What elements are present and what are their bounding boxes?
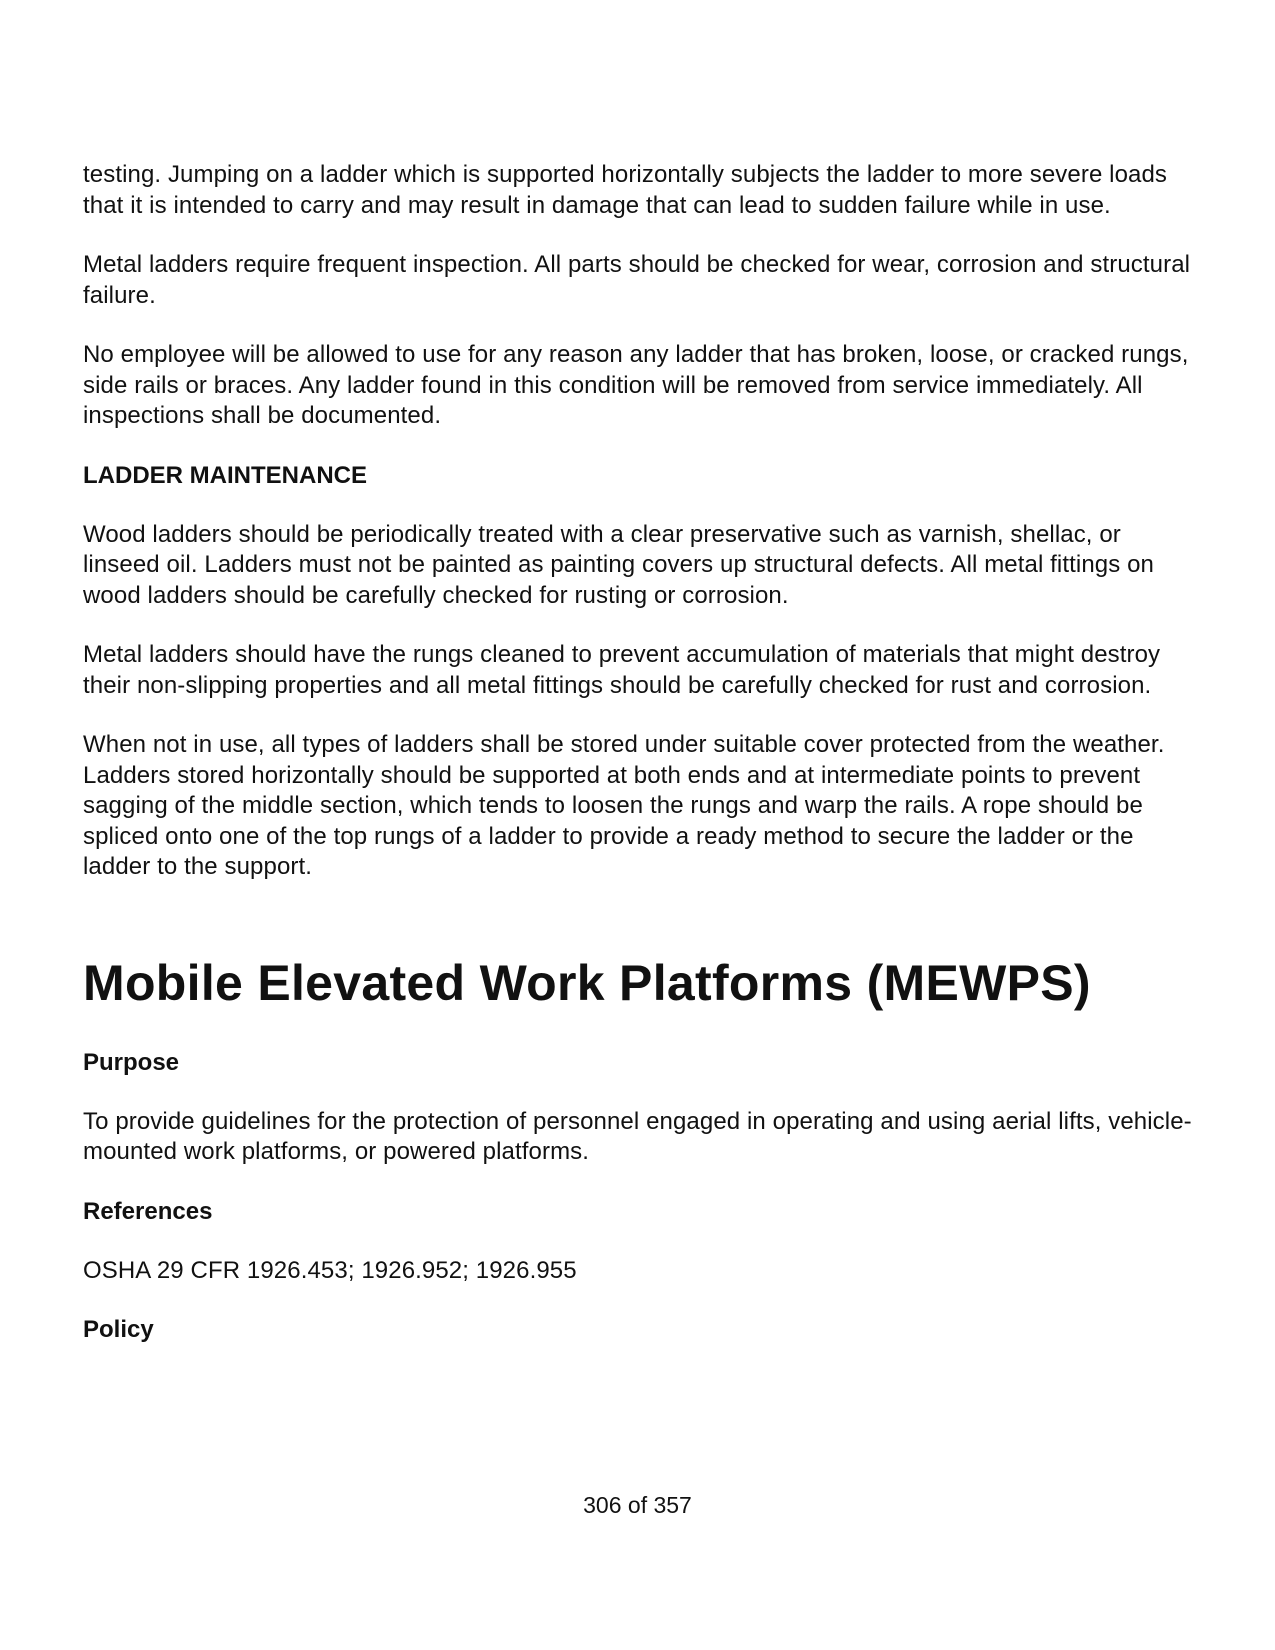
section-title-mewps: Mobile Elevated Work Platforms (MEWPS) [83,954,1091,1011]
heading-ladder-maintenance: LADDER MAINTENANCE [83,461,367,489]
paragraph-purpose: To provide guidelines for the protection of personnel engaged in operating and using aerial lifts, vehicle-mounted work platforms, or powered platforms. [83,1107,1192,1165]
heading-policy: Policy [83,1316,154,1343]
page-number: 306 of 357 [583,1492,692,1518]
paragraph-metal-ladders: Metal ladders should have the rungs cleaned to prevent accumulation of materials that might destroy their non-slipping properties and all metal fittings should be carefully checked for rust and corrosion. [83,641,1161,699]
paragraph-references: OSHA 29 CFR 1926.453; 1926.952; 1926.955 [83,1256,577,1284]
paragraph-storage: When not in use, all types of ladders shall be stored under suitable cover protected from the weather. Ladders stored horizontally should be supported at both ends and at intermediate points to prevent sagging of the middle section, which tends to loosen the rungs and warp the rails. A rope should be spliced onto one of the top rungs of a ladder to provide a ready method to secure the ladder or the ladder to the support. [83,731,1165,880]
heading-references: References [83,1197,213,1225]
paragraph-broken-ladders: No employee will be allowed to use for any reason any ladder that has broken, loose, or cracked rungs, side rails or braces. Any ladder found in this condition will be removed from service immediately. All inspections shall be documented. [83,341,1189,429]
paragraph-ladder-testing: testing. Jumping on a ladder which is supported horizontally subjects the ladder to more severe loads that it is intended to carry and may result in damage that can lead to sudden failure while in use. [83,161,1168,219]
paragraph-wood-ladders: Wood ladders should be periodically treated with a clear preservative such as varnish, shellac, or linseed oil. Ladders must not be painted as painting covers up structural defects. All metal fittings on wood ladders should be carefully checked for rusting or corrosion. [83,520,1154,609]
paragraph-metal-inspection: Metal ladders require frequent inspection. All parts should be checked for wear, corrosion and structural failure. [83,251,1191,309]
heading-purpose: Purpose [83,1048,180,1076]
document-page [83,160,1195,1374]
